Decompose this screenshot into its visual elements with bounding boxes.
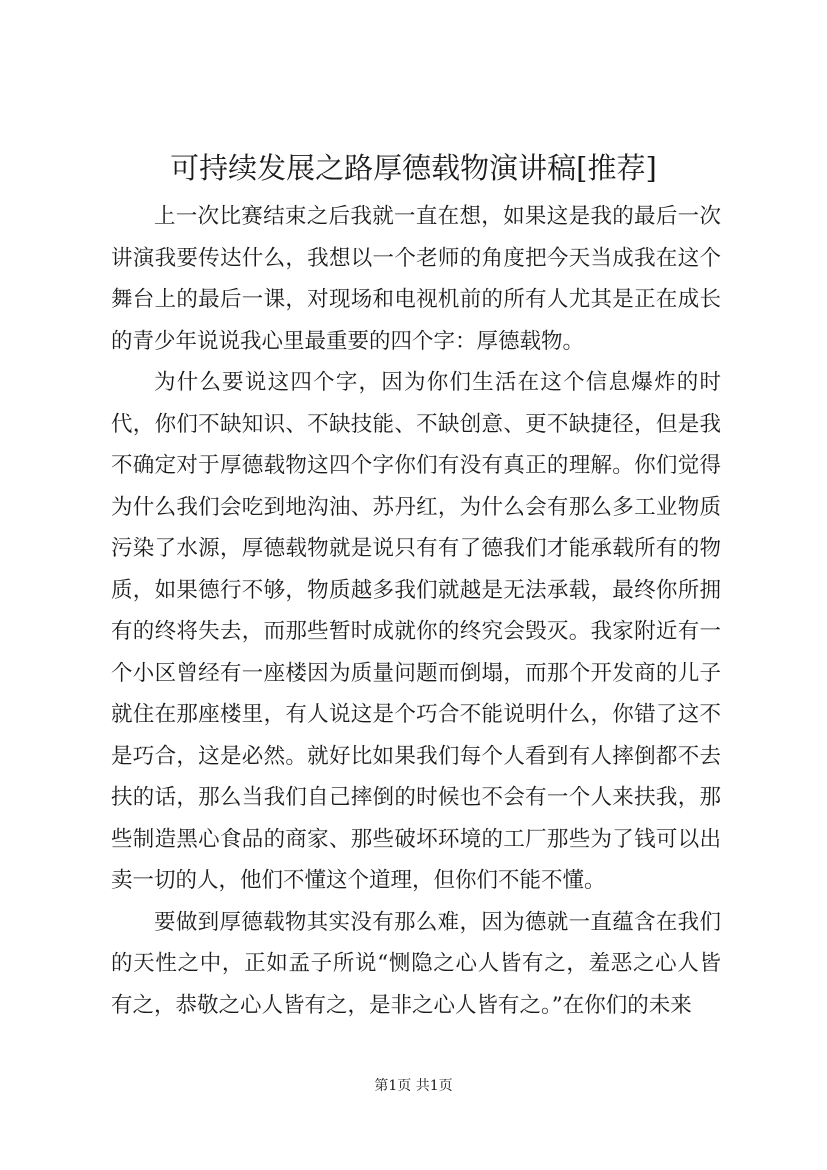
- paragraph-2: 为什么要说这四个字，因为你们生活在这个信息爆炸的时代，你们不缺知识、不缺技能、不缺创意、更不缺捷径，但是我不确定对于厚德载物这四个字你们有没有真正的理解。你们觉得为什么我们会吃到地沟油、苏丹红，为什么会有那么多工业物质污染了水源，厚德载物就是说只有有了德我们才能承载所有的物质，如果德行不够，物质越多我们就越是无法承载，最终你所拥有的终将失去，而那些暂时成就你的终究会毁灭。我家附近有一个小区曾经有一座楼因为质量问题而倒塌，而那个开发商的儿子就住在那座楼里，有人说这是个巧合不能说明什么，你错了这不是巧合，这是必然。就好比如果我们每个人看到有人摔倒都不去扶的话，那么当我们自己摔倒的时候也不会有一个人来扶我，那些制造黑心食品的商家、那些破坏环境的工厂那些为了钱可以出卖一切的人，他们不懂这个道理，但你们不能不懂。: [111, 370, 721, 893]
- page-footer: 第1页 共1页: [374, 1078, 453, 1094]
- document-title: 可持续发展之路厚德载物演讲稿[推荐]: [170, 151, 657, 185]
- paragraph-3: 要做到厚德载物其实没有那么难，因为德就一直蕴含在我们的天性之中，正如孟子所说“恻隐之心人皆有之，羞恶之心人皆有之，恭敬之心人皆有之，是非之心人皆有之。”在你们的未来: [111, 909, 721, 1018]
- document-body: [111, 196, 721, 1026]
- paragraph-1: 上一次比赛结束之后我就一直在想，如果这是我的最后一次讲演我要传达什么，我想以一个老师的角度把今天当成我在这个舞台上的最后一课，对现场和电视机前的所有人尤其是正在成长的青少年说说我心里最重要的四个字：厚德载物。: [111, 204, 721, 354]
